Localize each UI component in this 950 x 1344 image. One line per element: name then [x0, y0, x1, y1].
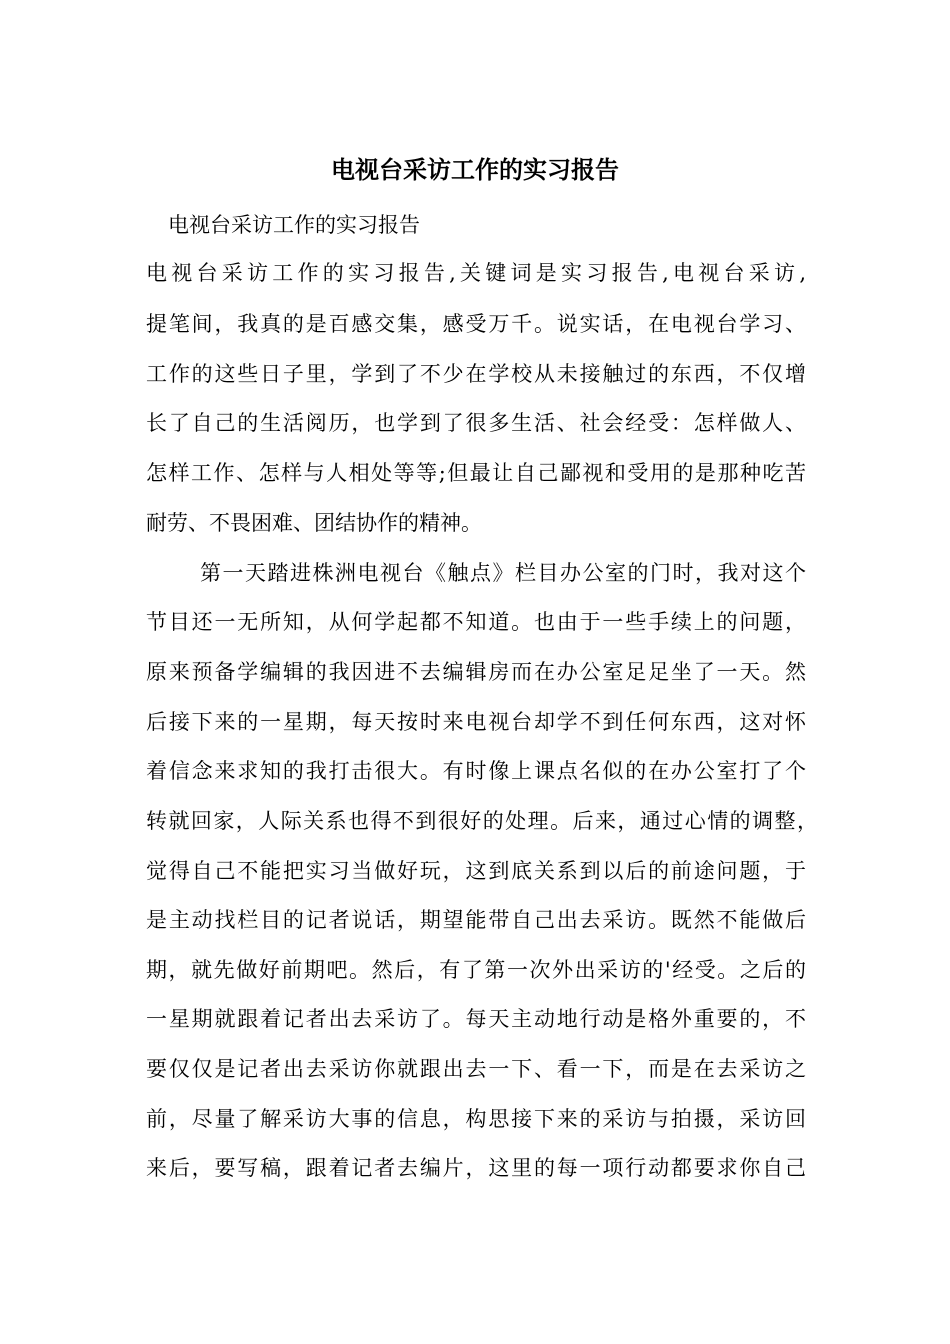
body-line: 要仅仅是记者出去采访你就跟出去一下、看一下，而是在去采访之	[146, 1057, 806, 1081]
body-line: 工作的这些日子里，学到了不少在学校从未接触过的东西，不仅增	[146, 362, 806, 386]
body-line: 是主动找栏目的记者说话，期望能带自己出去采访。既然不能做后	[146, 908, 806, 932]
body-line: 后接下来的一星期，每天按时来电视台却学不到任何东西，这对怀	[146, 710, 806, 734]
body-line: 节目还一无所知，从何学起都不知道。也由于一些手续上的问题，	[146, 610, 806, 634]
body-line: 前，尽量了解采访大事的信息，构思接下来的采访与拍摄，采访回	[146, 1107, 806, 1131]
body-line: 一星期就跟着记者出去采访了。每天主动地行动是格外重要的，不	[146, 1007, 806, 1031]
body-line: 第一天踏进株洲电视台《触点》栏目办公室的门时，我对这个	[200, 561, 806, 585]
document-subtitle: 电视台采访工作的实习报告	[168, 213, 420, 237]
body-line: 原来预备学编辑的我因进不去编辑房而在办公室足足坐了一天。然	[146, 660, 806, 684]
body-line: 来后，要写稿，跟着记者去编片，这里的每一项行动都要求你自己	[146, 1156, 806, 1180]
body-line: 着信念来求知的我打击很大。有时像上课点名似的在办公室打了个	[146, 759, 806, 783]
body-line: 长了自己的生活阅历，也学到了很多生活、社会经受：怎样做人、	[146, 411, 806, 435]
body-line: 觉得自己不能把实习当做好玩，这到底关系到以后的前途问题，于	[146, 859, 806, 883]
body-line: 怎样工作、怎样与人相处等等;但最让自己鄙视和受用的是那种吃苦	[146, 461, 806, 485]
body-line: 耐劳、不畏困难、团结协作的精神。	[146, 511, 482, 535]
body-line: 转就回家，人际关系也得不到很好的处理。后来，通过心情的调整，	[146, 809, 818, 833]
body-line: 电视台采访工作的实习报告,关键词是实习报告,电视台采访,	[146, 261, 806, 285]
body-line: 提笔间，我真的是百感交集，感受万千。说实话，在电视台学习、	[146, 312, 806, 336]
body-line: 期，就先做好前期吧。然后，有了第一次外出采访的'经受。之后的	[146, 958, 806, 982]
document-title: 电视台采访工作的实习报告	[331, 155, 619, 184]
